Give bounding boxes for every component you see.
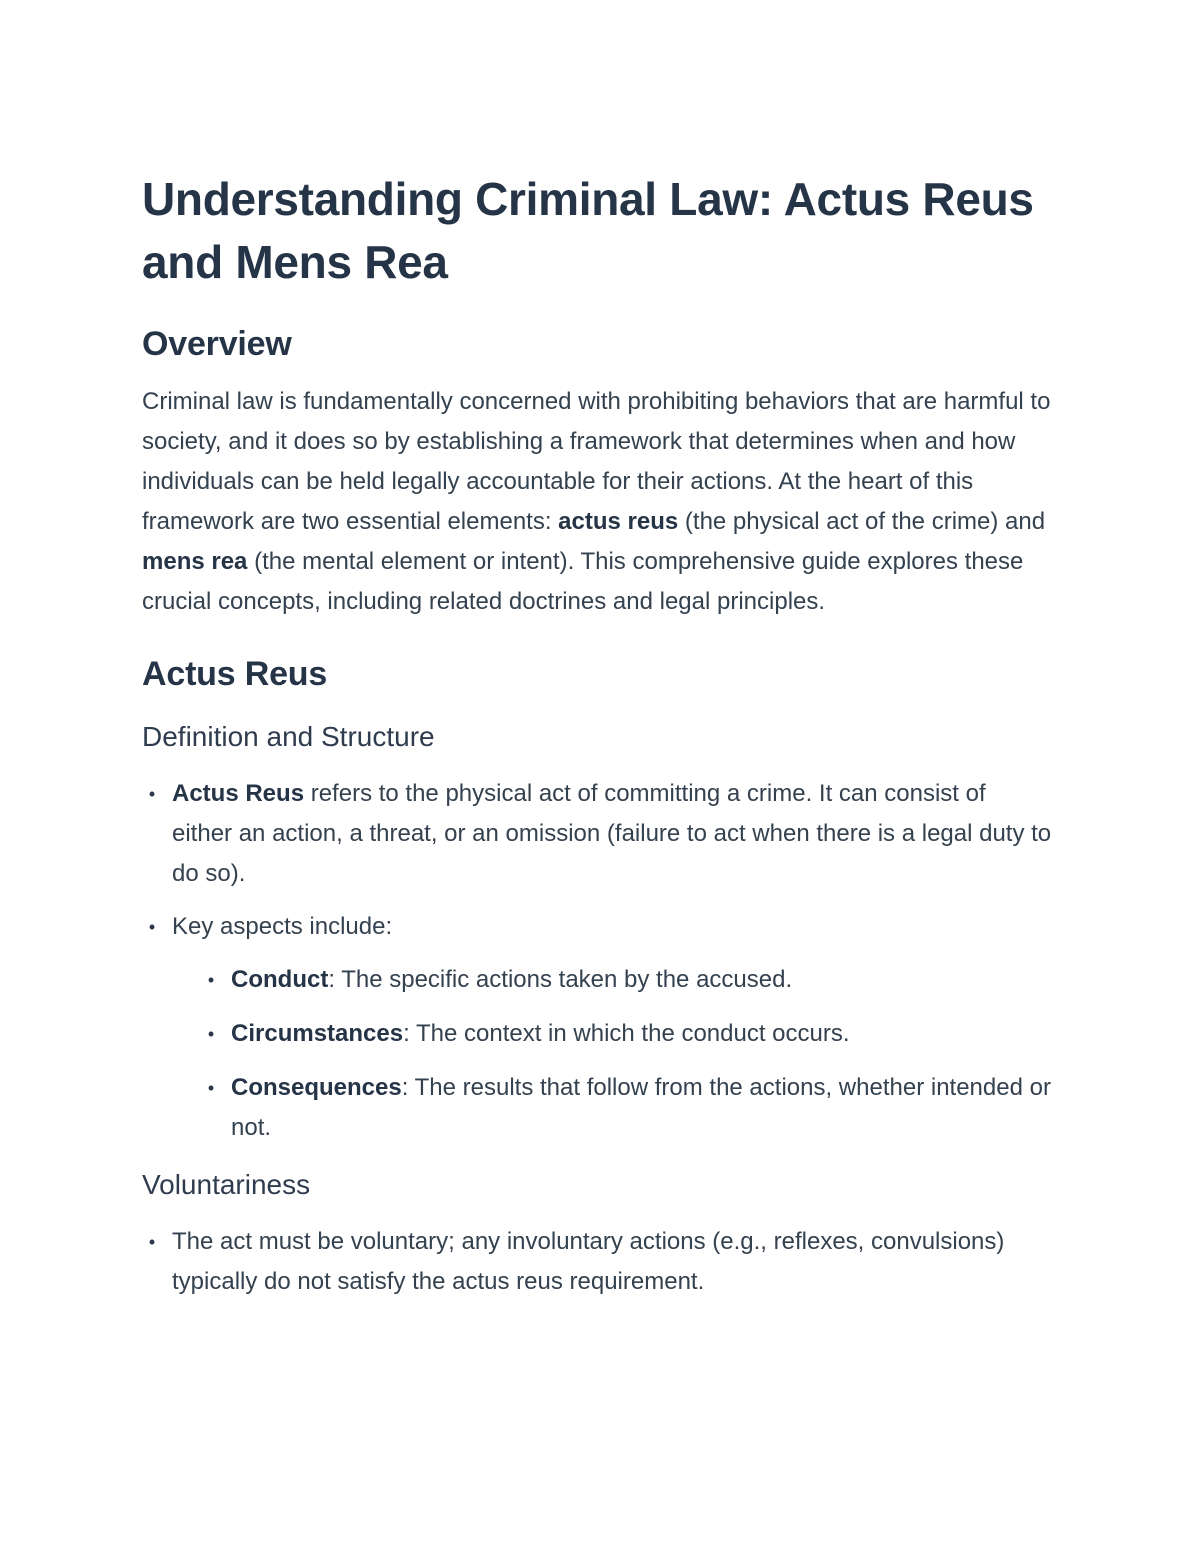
list-item	[142, 907, 1052, 1148]
overview-text-part1: Criminal law is fundamentally concerned with prohibiting behaviors that are harmful to society, and it does so by establishing a framework that determines when and how individuals can be held legally accountable for their actions. At the heart of this framework are two essential elements:	[142, 388, 1051, 535]
list-item	[201, 1068, 1052, 1148]
list-item-term: Consequences	[231, 1074, 402, 1101]
page-title: Understanding Criminal Law: Actus Reus and Mens Rea	[142, 173, 1034, 288]
definition-structure-heading: Definition and Structure	[142, 721, 435, 752]
term-mens-rea: mens rea	[142, 548, 248, 575]
list-item-text: refers to the physical act of committing a crime. It can consist of either an action, a threat, or an omission (failure to act when there is a legal duty to do so).	[172, 780, 1052, 887]
term-actus-reus: actus reus	[558, 508, 679, 535]
list-item-text: Key aspects include:	[172, 913, 393, 940]
list-item-term: Conduct	[231, 966, 329, 993]
list-item	[142, 1222, 1052, 1302]
list-item-term: Actus Reus	[172, 780, 305, 807]
definition-list	[142, 774, 1052, 1148]
bullet-icon: •	[148, 784, 156, 804]
list-item-text: : The context in which the conduct occurs.	[403, 1020, 850, 1047]
bullet-icon: •	[148, 917, 156, 937]
overview-text-part2: (the physical act of the crime) and	[678, 508, 1046, 535]
bullet-icon: •	[207, 970, 215, 990]
overview-heading: Overview	[142, 325, 292, 363]
actus-reus-heading: Actus Reus	[142, 655, 328, 693]
list-item-text: The act must be voluntary; any involuntary actions (e.g., reflexes, convulsions) typically do not satisfy the actus reus requirement.	[172, 1228, 1005, 1295]
list-item-text: : The results that follow from the actions, whether intended or not.	[231, 1074, 1051, 1141]
list-item-term: Circumstances	[231, 1020, 404, 1047]
list-item	[142, 774, 1052, 894]
bullet-icon: •	[148, 1232, 156, 1252]
overview-paragraph	[142, 382, 1052, 622]
bullet-icon: •	[207, 1024, 215, 1044]
list-item	[201, 1014, 1052, 1054]
list-item	[201, 960, 1052, 1000]
overview-text-part3: (the mental element or intent). This comprehensive guide explores these crucial concepts, including related doctrines and legal principles.	[142, 548, 1024, 615]
document-page	[142, 168, 1052, 1302]
list-item-text: : The specific actions taken by the accused.	[328, 966, 793, 993]
bullet-icon: •	[207, 1078, 215, 1098]
voluntariness-heading: Voluntariness	[142, 1169, 311, 1200]
key-aspects-list	[172, 960, 1052, 1148]
voluntariness-list	[142, 1222, 1052, 1302]
